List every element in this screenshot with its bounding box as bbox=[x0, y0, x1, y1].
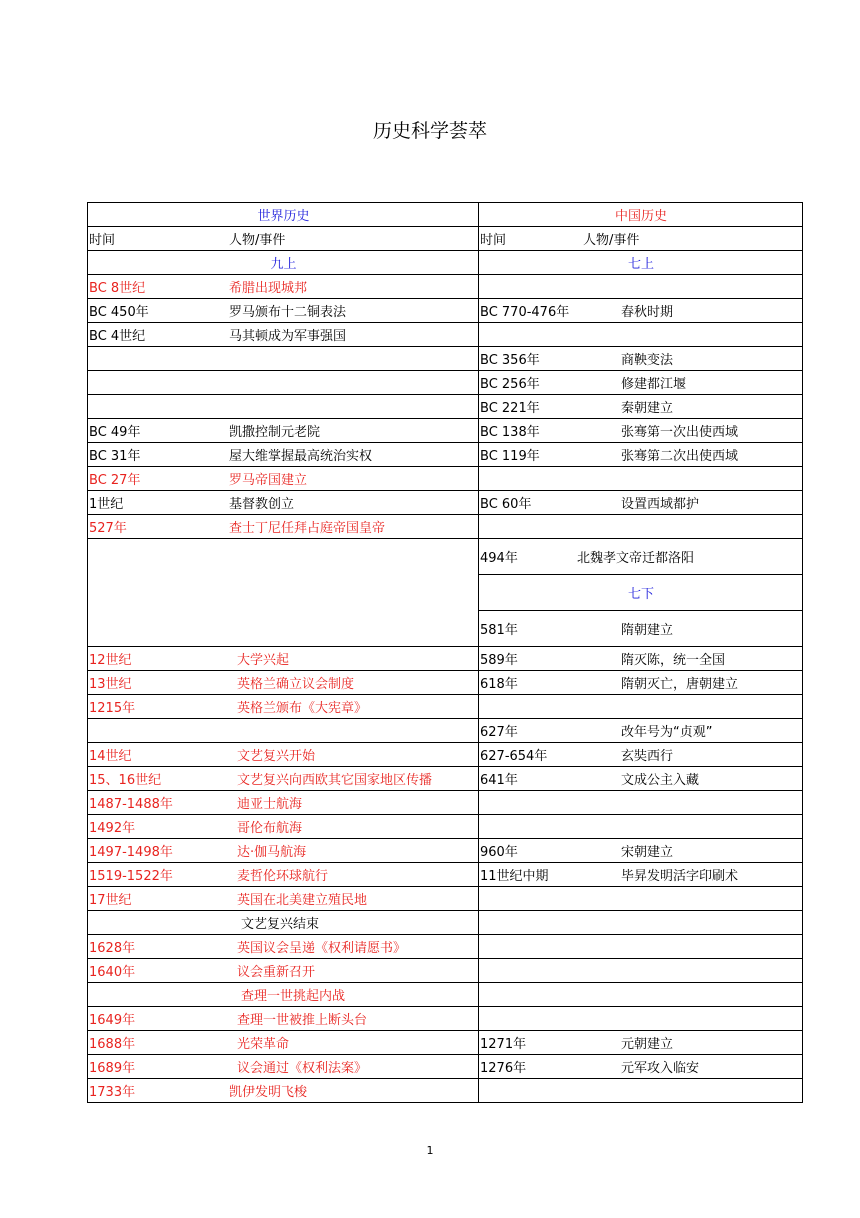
page-title: 历史科学荟萃 bbox=[372, 120, 487, 142]
entry-event: 希腊出现城邦 bbox=[229, 281, 308, 296]
entry-event: 宋朝建立 bbox=[621, 845, 674, 860]
entry-time: BC 8世纪 bbox=[89, 281, 146, 296]
entry-event: 麦哲伦环球航行 bbox=[237, 869, 329, 884]
table-row bbox=[88, 647, 803, 671]
entry-event: 文艺复兴结束 bbox=[241, 917, 320, 932]
china-entry-empty bbox=[479, 935, 803, 959]
entry-event: 哥伦布航海 bbox=[237, 821, 303, 836]
entry-event: 光荣革命 bbox=[237, 1037, 290, 1052]
table-row bbox=[88, 719, 803, 743]
entry-event: 隋灭陈，统一全国 bbox=[621, 653, 726, 668]
table-row bbox=[88, 839, 803, 863]
entry-time: 1733年 bbox=[89, 1085, 136, 1100]
china-section-label: 七下 bbox=[479, 575, 803, 611]
table-row bbox=[88, 743, 803, 767]
table-row bbox=[88, 1031, 803, 1055]
entry-event: 元军攻入临安 bbox=[621, 1061, 700, 1076]
china-entry-empty bbox=[479, 275, 803, 299]
table-row bbox=[88, 983, 803, 1007]
china-section-label: 七上 bbox=[479, 251, 803, 275]
entry-time: BC 138年 bbox=[480, 425, 540, 440]
table-row bbox=[88, 1079, 803, 1103]
world-entry bbox=[88, 959, 479, 983]
world-entry bbox=[88, 491, 479, 515]
world-entry bbox=[88, 647, 479, 671]
entry-time: BC 31年 bbox=[89, 449, 141, 464]
entry-time: 1519-1522年 bbox=[89, 869, 173, 884]
world-entry bbox=[88, 1079, 479, 1103]
entry-time: 581年 bbox=[480, 623, 518, 638]
world-entry-empty bbox=[88, 371, 479, 395]
world-column-header bbox=[88, 227, 479, 251]
entry-time: 13世纪 bbox=[89, 677, 132, 692]
china-entry bbox=[479, 539, 803, 575]
china-entry bbox=[479, 647, 803, 671]
world-entry bbox=[88, 1055, 479, 1079]
world-entry bbox=[88, 467, 479, 491]
table-row bbox=[88, 695, 803, 719]
entry-time: 1689年 bbox=[89, 1061, 136, 1076]
entry-time: BC 27年 bbox=[89, 473, 141, 488]
china-entry-empty bbox=[479, 887, 803, 911]
table-row bbox=[88, 935, 803, 959]
entry-event: 改年号为“贞观” bbox=[621, 725, 713, 740]
time-column-label: 时间 bbox=[89, 233, 116, 248]
entry-time: 589年 bbox=[480, 653, 518, 668]
world-entry bbox=[88, 839, 479, 863]
china-entry bbox=[479, 671, 803, 695]
world-entry bbox=[88, 743, 479, 767]
history-table bbox=[87, 202, 803, 1103]
entry-event: 设置西域都护 bbox=[621, 497, 700, 512]
world-entry bbox=[88, 695, 479, 719]
table-row bbox=[88, 791, 803, 815]
china-entry bbox=[479, 839, 803, 863]
entry-time: 618年 bbox=[480, 677, 518, 692]
table-row bbox=[88, 863, 803, 887]
entry-event: 秦朝建立 bbox=[621, 401, 674, 416]
table-row bbox=[88, 1055, 803, 1079]
table-row bbox=[88, 911, 803, 935]
china-entry-empty bbox=[479, 791, 803, 815]
china-entry-empty bbox=[479, 815, 803, 839]
entry-time: 1215年 bbox=[89, 701, 136, 716]
china-entry bbox=[479, 371, 803, 395]
entry-time: 1688年 bbox=[89, 1037, 136, 1052]
china-entry-empty bbox=[479, 695, 803, 719]
entry-event: 基督教创立 bbox=[229, 497, 295, 512]
entry-time: 11世纪中期 bbox=[480, 869, 549, 884]
entry-event: 毕昇发明活字印刷术 bbox=[621, 869, 739, 884]
table-row bbox=[88, 419, 803, 443]
entry-time: BC 60年 bbox=[480, 497, 532, 512]
entry-time: 15、16世纪 bbox=[89, 773, 162, 788]
table-row bbox=[88, 347, 803, 371]
entry-event: 张骞第二次出使西域 bbox=[621, 449, 739, 464]
table-row bbox=[88, 467, 803, 491]
china-entry bbox=[479, 443, 803, 467]
china-entry bbox=[479, 743, 803, 767]
table-row bbox=[88, 767, 803, 791]
entry-time: 527年 bbox=[89, 521, 127, 536]
entry-time: 960年 bbox=[480, 845, 518, 860]
entry-event: 春秋时期 bbox=[621, 305, 674, 320]
entry-event: 议会通过《权利法案》 bbox=[237, 1061, 368, 1076]
entry-time: 12世纪 bbox=[89, 653, 132, 668]
entry-time: 1497-1498年 bbox=[89, 845, 173, 860]
entry-time: BC 356年 bbox=[480, 353, 540, 368]
entry-time: 627-654年 bbox=[480, 749, 548, 764]
entry-event: 迪亚士航海 bbox=[237, 797, 303, 812]
entry-time: BC 770-476年 bbox=[480, 305, 570, 320]
table-row bbox=[88, 395, 803, 419]
table-row bbox=[88, 443, 803, 467]
world-entry bbox=[88, 983, 479, 1007]
table-row bbox=[88, 539, 803, 575]
entry-event: 罗马颁布十二铜表法 bbox=[229, 305, 347, 320]
world-entry bbox=[88, 887, 479, 911]
entry-event: 罗马帝国建立 bbox=[229, 473, 308, 488]
entry-event: 大学兴起 bbox=[237, 653, 290, 668]
entry-time: 1276年 bbox=[480, 1061, 527, 1076]
table-row bbox=[88, 815, 803, 839]
entry-event: 修建都江堰 bbox=[621, 377, 687, 392]
china-entry bbox=[479, 491, 803, 515]
table-row bbox=[88, 275, 803, 299]
entry-event: 英国在北美建立殖民地 bbox=[237, 893, 368, 908]
entry-event: 英格兰颁布《大宪章》 bbox=[237, 701, 368, 716]
china-entry bbox=[479, 1055, 803, 1079]
world-entry bbox=[88, 911, 479, 935]
china-entry-empty bbox=[479, 1079, 803, 1103]
entry-time: 627年 bbox=[480, 725, 518, 740]
table-row bbox=[88, 671, 803, 695]
entry-event: 马其顿成为军事强国 bbox=[229, 329, 347, 344]
table-row bbox=[88, 299, 803, 323]
world-section-label: 九上 bbox=[88, 251, 479, 275]
world-entry-empty bbox=[88, 395, 479, 419]
china-entry-empty bbox=[479, 515, 803, 539]
entry-event: 达·伽马航海 bbox=[237, 845, 307, 860]
entry-time: 1492年 bbox=[89, 821, 136, 836]
world-entry bbox=[88, 1031, 479, 1055]
entry-event: 文艺复兴向西欧其它国家地区传播 bbox=[237, 773, 433, 788]
entry-event: 隋朝建立 bbox=[621, 623, 674, 638]
page-number: 1 bbox=[426, 1144, 434, 1157]
china-entry-empty bbox=[479, 467, 803, 491]
entry-event: 屋大维掌握最高统治实权 bbox=[229, 449, 373, 464]
table-row bbox=[88, 371, 803, 395]
event-column-label: 人物/事件 bbox=[583, 233, 640, 248]
table-row bbox=[88, 227, 803, 251]
world-entry bbox=[88, 935, 479, 959]
world-entry bbox=[88, 419, 479, 443]
china-entry-empty bbox=[479, 323, 803, 347]
entry-event: 查理一世挑起内战 bbox=[241, 989, 346, 1004]
table-row bbox=[88, 959, 803, 983]
entry-event: 隋朝灭亡，唐朝建立 bbox=[621, 677, 739, 692]
table-row bbox=[88, 1007, 803, 1031]
china-entry-empty bbox=[479, 1007, 803, 1031]
entry-event: 张骞第一次出使西域 bbox=[621, 425, 739, 440]
world-entry bbox=[88, 815, 479, 839]
table-row bbox=[88, 491, 803, 515]
entry-time: 641年 bbox=[480, 773, 518, 788]
entry-event: 凯撒控制元老院 bbox=[229, 425, 321, 440]
table-row bbox=[88, 203, 803, 227]
time-column-label: 时间 bbox=[480, 233, 507, 248]
entry-event: 北魏孝文帝迁都洛阳 bbox=[577, 551, 695, 566]
entry-event: 商鞅变法 bbox=[621, 353, 674, 368]
entry-time: BC 450年 bbox=[89, 305, 149, 320]
entry-event: 文艺复兴开始 bbox=[237, 749, 316, 764]
entry-event: 文成公主入藏 bbox=[621, 773, 700, 788]
world-entry-empty bbox=[88, 539, 479, 647]
entry-event: 查理一世被推上断头台 bbox=[237, 1013, 368, 1028]
entry-time: BC 4世纪 bbox=[89, 329, 146, 344]
entry-time: 494年 bbox=[480, 551, 518, 566]
china-entry bbox=[479, 299, 803, 323]
china-entry bbox=[479, 395, 803, 419]
entry-event: 元朝建立 bbox=[621, 1037, 674, 1052]
entry-time: 17世纪 bbox=[89, 893, 132, 908]
entry-time: BC 221年 bbox=[480, 401, 540, 416]
world-entry bbox=[88, 515, 479, 539]
china-entry bbox=[479, 719, 803, 743]
entry-time: 1628年 bbox=[89, 941, 136, 956]
entry-time: 1649年 bbox=[89, 1013, 136, 1028]
entry-event: 英国议会呈递《权利请愿书》 bbox=[237, 941, 407, 956]
world-entry bbox=[88, 863, 479, 887]
china-entry-empty bbox=[479, 959, 803, 983]
table-row bbox=[88, 515, 803, 539]
world-entry bbox=[88, 791, 479, 815]
entry-time: 1640年 bbox=[89, 965, 136, 980]
entry-event: 玄奘西行 bbox=[621, 749, 674, 764]
world-entry bbox=[88, 1007, 479, 1031]
entry-event: 凯伊发明飞梭 bbox=[229, 1085, 308, 1100]
world-history-heading: 世界历史 bbox=[88, 203, 479, 227]
china-entry bbox=[479, 611, 803, 647]
table-row bbox=[88, 323, 803, 347]
china-entry bbox=[479, 767, 803, 791]
table-row bbox=[88, 887, 803, 911]
entry-event: 查士丁尼任拜占庭帝国皇帝 bbox=[229, 521, 386, 536]
entry-time: 1271年 bbox=[480, 1037, 527, 1052]
entry-time: BC 49年 bbox=[89, 425, 141, 440]
world-entry bbox=[88, 671, 479, 695]
entry-time: BC 256年 bbox=[480, 377, 540, 392]
entry-event: 议会重新召开 bbox=[237, 965, 316, 980]
china-entry bbox=[479, 863, 803, 887]
entry-time: 1世纪 bbox=[89, 497, 124, 512]
entry-time: BC 119年 bbox=[480, 449, 540, 464]
world-entry-empty bbox=[88, 347, 479, 371]
china-entry-empty bbox=[479, 983, 803, 1007]
world-entry bbox=[88, 443, 479, 467]
event-column-label: 人物/事件 bbox=[229, 233, 286, 248]
table-row bbox=[88, 251, 803, 275]
china-entry bbox=[479, 347, 803, 371]
china-entry-empty bbox=[479, 911, 803, 935]
world-entry bbox=[88, 275, 479, 299]
china-column-header bbox=[479, 227, 803, 251]
world-entry bbox=[88, 323, 479, 347]
entry-time: 14世纪 bbox=[89, 749, 132, 764]
china-history-heading: 中国历史 bbox=[479, 203, 803, 227]
world-entry bbox=[88, 767, 479, 791]
entry-time: 1487-1488年 bbox=[89, 797, 173, 812]
world-entry-empty bbox=[88, 719, 479, 743]
entry-event: 英格兰确立议会制度 bbox=[237, 677, 355, 692]
china-entry bbox=[479, 419, 803, 443]
china-entry bbox=[479, 1031, 803, 1055]
world-entry bbox=[88, 299, 479, 323]
